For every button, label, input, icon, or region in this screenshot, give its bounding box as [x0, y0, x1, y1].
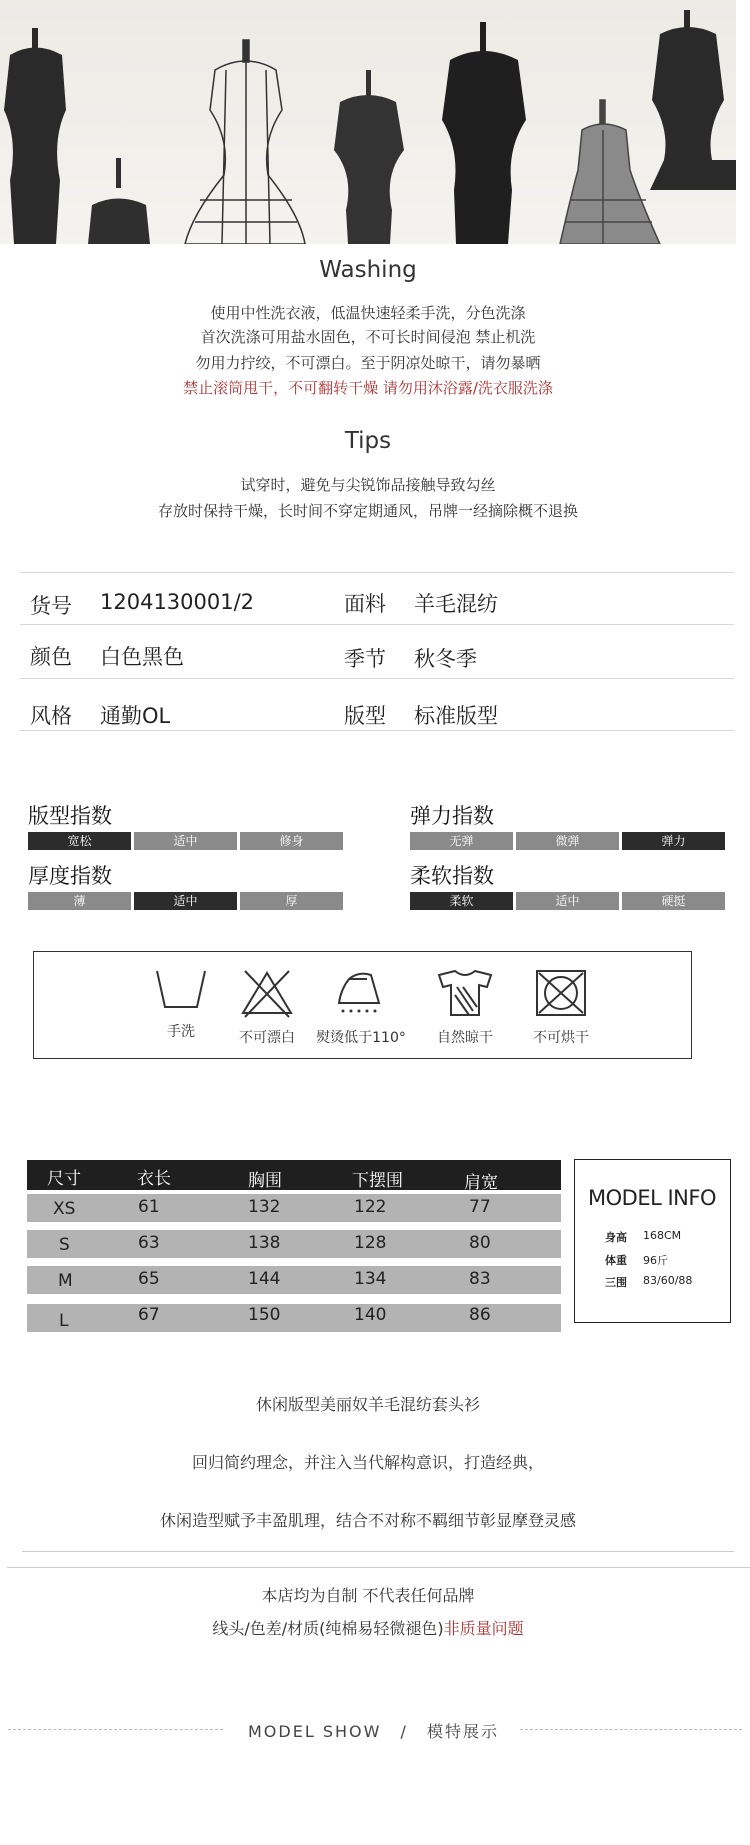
dashed-divider [8, 1729, 223, 1730]
model-stat-value: 96斤 [643, 1254, 668, 1267]
care-label: 自然晾干 [437, 1030, 493, 1046]
index-option: 硬挺 [622, 892, 725, 910]
index-option: 无弹 [410, 832, 513, 850]
notice-line: 本店均为自制 不代表任何品牌 [261, 1586, 475, 1605]
mannequin-illustration [88, 158, 150, 244]
care-label: 熨烫低于110° [316, 1030, 406, 1046]
index-title: 厚度指数 [28, 864, 112, 888]
model-stat-value: 168CM [643, 1229, 682, 1242]
table-cell: 61 [138, 1197, 160, 1217]
care-item-line-dry [410, 967, 520, 1047]
index-option: 适中 [134, 832, 237, 850]
no-tumble-dry-icon [533, 967, 589, 1019]
notice-line [0, 1616, 736, 1639]
divider [7, 1567, 750, 1568]
table-cell: 150 [248, 1305, 281, 1325]
table-cell: 122 [354, 1197, 387, 1217]
care-label: 不可烘干 [533, 1030, 589, 1046]
care-item-iron [306, 967, 416, 1047]
mannequin-illustration [442, 22, 526, 244]
divider [20, 624, 734, 625]
model-info-card [574, 1159, 731, 1323]
table-cell: 63 [138, 1233, 160, 1253]
header-cell: 衣长 [137, 1169, 171, 1189]
washing-line-warning: 禁止滚筒甩干，不可翻转干燥 请勿用沐浴露/洗衣服洗涤 [183, 379, 553, 397]
care-label: 不可漂白 [239, 1030, 295, 1046]
model-stat-key: 三围 [605, 1276, 627, 1289]
iron-low-icon [331, 967, 391, 1019]
index-title: 版型指数 [28, 804, 112, 828]
info-key-fabric: 面料 [344, 592, 386, 616]
table-cell: 67 [138, 1305, 160, 1325]
info-value-color: 白色黑色 [100, 645, 184, 669]
table-cell: 86 [469, 1305, 491, 1325]
info-key-style: 风格 [30, 704, 72, 728]
table-cell: 83 [469, 1269, 491, 1289]
table-cell: 134 [354, 1269, 387, 1289]
index-title: 弹力指数 [410, 804, 494, 828]
banner-illustration [0, 0, 736, 244]
header-cell: 尺寸 [47, 1169, 81, 1189]
table-cell: 132 [248, 1197, 281, 1217]
notice-text: 线头/色差/材质(纯棉易轻微褪色) [212, 1619, 444, 1638]
index-option: 修身 [240, 832, 343, 850]
index-option: 适中 [516, 892, 619, 910]
size-table-header [27, 1160, 561, 1193]
table-cell: 65 [138, 1269, 160, 1289]
index-option: 柔软 [410, 892, 513, 910]
model-stat-key: 体重 [605, 1254, 627, 1267]
model-show-separator: / [400, 1722, 408, 1741]
notice-highlight: 非质量问题 [443, 1619, 524, 1638]
tips-line: 存放时保持干燥，长时间不穿定期通风，吊牌一经摘除概不退换 [157, 502, 578, 520]
info-key-fit: 版型 [344, 704, 386, 728]
index-option: 微弹 [516, 832, 619, 850]
description-line: 休闲造型赋予丰盈肌理，结合不对称不羁细节彰显摩登灵感 [159, 1511, 576, 1530]
washing-line: 使用中性洗衣液，低温快速轻柔手洗，分色洗涤 [210, 304, 526, 322]
table-cell: 77 [469, 1197, 491, 1217]
table-cell: L [59, 1311, 69, 1331]
care-label: 手洗 [167, 1024, 195, 1040]
info-value-item-no: 1204130001/2 [100, 590, 255, 614]
washing-title: Washing [319, 257, 417, 283]
table-cell: XS [53, 1199, 76, 1219]
table-cell: 128 [354, 1233, 387, 1253]
index-option: 适中 [134, 892, 237, 910]
model-stat-value: 83/60/88 [643, 1274, 693, 1287]
model-stat-key: 身高 [605, 1231, 627, 1244]
index-title: 柔软指数 [410, 864, 494, 888]
table-cell: 140 [354, 1305, 387, 1325]
divider [20, 572, 734, 573]
info-value-style: 通勤OL [100, 704, 171, 728]
washing-line: 勿用力拧绞，不可漂白。至于阴凉处晾干，请勿暴晒 [195, 354, 541, 372]
divider [20, 678, 734, 679]
description-line: 休闲版型美丽奴羊毛混纺套头衫 [255, 1395, 480, 1414]
line-dry-icon [435, 967, 495, 1019]
dashed-divider [520, 1729, 742, 1730]
mannequin-illustration [560, 100, 660, 244]
index-option: 厚 [240, 892, 343, 910]
table-row [27, 1194, 561, 1222]
model-info-title: MODEL INFO [588, 1186, 716, 1210]
tips-line: 试穿时，避免与尖锐饰品接触导致勾丝 [240, 476, 496, 494]
model-show-zh: 模特展示 [427, 1722, 500, 1741]
divider [20, 730, 734, 731]
info-value-fit: 标准版型 [414, 704, 498, 728]
header-cell: 肩宽 [464, 1173, 498, 1193]
divider [22, 1551, 734, 1552]
table-cell: M [58, 1271, 73, 1291]
header-cell: 下摆围 [352, 1171, 403, 1191]
mannequin-illustration [650, 10, 736, 190]
no-bleach-icon [239, 967, 295, 1019]
table-row [27, 1266, 561, 1294]
index-option: 薄 [28, 892, 131, 910]
index-option: 宽松 [28, 832, 131, 850]
mannequin-illustration [4, 28, 66, 244]
tips-title: Tips [344, 428, 392, 454]
description-line: 回归简约理念，并注入当代解构意识，打造经典， [191, 1453, 544, 1472]
info-value-fabric: 羊毛混纺 [414, 592, 498, 616]
table-cell: 138 [248, 1233, 281, 1253]
header-cell: 胸围 [248, 1171, 282, 1191]
table-cell: 80 [469, 1233, 491, 1253]
info-value-season: 秋冬季 [414, 647, 477, 671]
info-key-season: 季节 [344, 647, 386, 671]
model-show-en: MODEL SHOW [248, 1722, 382, 1741]
model-show-title [248, 1719, 499, 1742]
care-item-no-tumble-dry [506, 967, 616, 1047]
hand-wash-icon [153, 967, 209, 1013]
mannequin-illustration [185, 40, 305, 244]
table-row [27, 1230, 561, 1258]
index-option: 弹力 [622, 832, 725, 850]
info-key-color: 颜色 [30, 645, 72, 669]
mannequin-illustration [334, 70, 404, 244]
table-row [27, 1304, 561, 1332]
table-cell: S [59, 1235, 70, 1255]
table-cell: 144 [248, 1269, 281, 1289]
washing-line: 首次洗涤可用盐水固色，不可长时间侵泡 禁止机洗 [200, 328, 536, 346]
info-key-item-no: 货号 [30, 594, 72, 618]
